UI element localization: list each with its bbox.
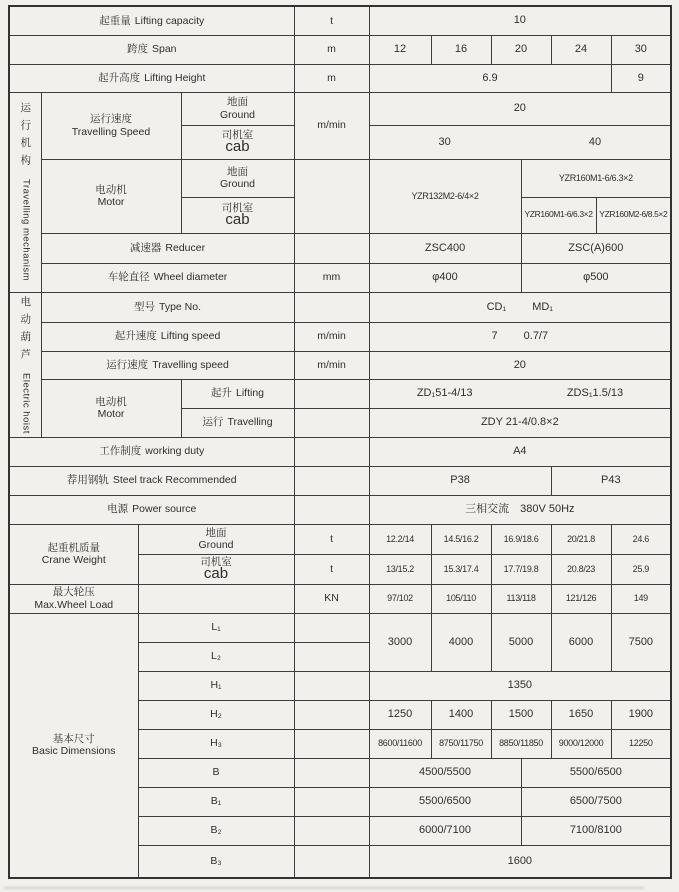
sublabel-H2 — [138, 700, 294, 729]
label-reducer — [41, 233, 294, 263]
value-text: YZR160M1-6/6.3×2 — [524, 209, 593, 220]
value-text: φ500 — [583, 271, 609, 284]
row-span — [9, 35, 671, 64]
value-L-24 — [551, 613, 611, 671]
value-H3-30 — [611, 729, 671, 758]
label-zh: 基本尺寸 — [52, 733, 95, 746]
value-text: 9000/12000 — [558, 738, 604, 749]
sublabel-H1 — [138, 671, 294, 700]
sublabel-B2 — [138, 816, 294, 845]
value-text: 5000 — [508, 635, 534, 648]
value-text: 3000 — [387, 635, 413, 648]
vertical-section-label — [10, 296, 41, 434]
value-text: ZSC(A)600 — [568, 241, 624, 254]
value-hoist-motor-lifting — [369, 379, 671, 408]
value-H3-20 — [491, 729, 551, 758]
value-cw-ground-12 — [369, 524, 431, 554]
label-en: Lifting speed — [160, 330, 221, 343]
label-zh: 电源 — [107, 503, 129, 516]
value-span-16 — [431, 35, 491, 64]
label-zh: 起升高度 — [98, 71, 141, 84]
value-text: 5500/6500 — [419, 795, 472, 808]
label-en: Travelling Speed — [71, 125, 151, 138]
value-mwl-16 — [431, 584, 491, 613]
unit-text: t — [330, 562, 333, 575]
label-en: Basic Dimensions — [32, 745, 116, 758]
unit-cell — [294, 642, 369, 671]
value-cw-cab-30 — [611, 554, 671, 584]
value-cw-cab-24 — [551, 554, 611, 584]
value-text: 12 — [393, 43, 407, 56]
unit-cell — [294, 408, 369, 437]
value-text: 5500/6500 — [569, 766, 622, 779]
label-zh: 工作制度 — [99, 445, 142, 458]
sublabel-ground — [138, 524, 294, 554]
value-L-16 — [431, 613, 491, 671]
label-zh: 地面 — [227, 96, 249, 109]
unit-cell — [294, 584, 369, 613]
value-cw-ground-16 — [431, 524, 491, 554]
label-zh: 荐用钢轨 — [66, 474, 109, 487]
label-en: Motor — [97, 408, 125, 420]
value-cw-ground-30 — [611, 524, 671, 554]
sublabel-lifting — [181, 379, 294, 408]
unit-cell — [294, 700, 369, 729]
sublabel-L1 — [138, 613, 294, 642]
label-en: Travelling speed — [152, 358, 229, 371]
split-values — [370, 136, 671, 149]
value-text: 8850/11850 — [499, 738, 543, 749]
value-B1-left — [369, 787, 521, 816]
sublabel-B3 — [138, 845, 294, 878]
value-travel-speed-cab — [369, 125, 671, 159]
value-steel-track-right — [551, 466, 671, 495]
unit-cell — [294, 466, 369, 495]
value-lifting-capacity — [369, 6, 671, 35]
value-text: 30 — [634, 43, 647, 56]
value-text: 1350 — [507, 679, 533, 692]
value-text: ZSC400 — [424, 241, 466, 254]
value-text: 10 — [513, 14, 526, 27]
label-span — [9, 35, 294, 64]
value-B1-right — [521, 787, 671, 816]
dim-symbol: B₁ — [210, 795, 222, 808]
label-zh: 司机室 — [221, 202, 254, 215]
unit-text: t — [330, 14, 333, 27]
unit-cell — [294, 816, 369, 845]
value-lifting-height-main — [369, 64, 611, 92]
value-reducer-left — [369, 233, 521, 263]
value-L-30 — [611, 613, 671, 671]
unit-cell — [294, 6, 369, 35]
row-steel-track — [9, 466, 671, 495]
value-text: 20 — [513, 102, 526, 115]
label-zh: 起升速度 — [114, 330, 157, 343]
value-text: 1500 — [508, 708, 534, 721]
label-en: Type No. — [159, 300, 202, 313]
label-en: Reducer — [165, 241, 206, 254]
label-zh: 车轮直径 — [107, 271, 150, 284]
value-text: 7500 — [628, 635, 654, 648]
label-en: working duty — [145, 445, 205, 458]
value-H2-30 — [611, 700, 671, 729]
empty-cell — [138, 584, 294, 613]
value-text: 1400 — [448, 708, 474, 721]
label-zh: 电动机 — [95, 183, 127, 196]
section-travelling-mechanism — [9, 92, 41, 292]
value-text: YZR160M1-6/6.3×2 — [558, 172, 633, 183]
section-electric-hoist — [9, 292, 41, 437]
value-H2-16 — [431, 700, 491, 729]
row-travel-speed-ground — [9, 92, 671, 125]
unit-cell — [294, 758, 369, 787]
label-lifting-capacity — [9, 6, 294, 35]
label-hoist-travel-speed — [41, 351, 294, 379]
label-crane-weight — [9, 524, 138, 584]
label-zh: 起重量 — [99, 14, 131, 27]
value-H2-24 — [551, 700, 611, 729]
value-B3 — [369, 845, 671, 878]
value-text: MD₁ — [532, 300, 554, 313]
unit-cell — [294, 64, 369, 92]
label-power-source — [9, 495, 294, 524]
value-text: 24 — [574, 43, 588, 56]
label-en: cab — [225, 211, 250, 229]
value-text: 14.5/16.2 — [443, 533, 479, 544]
value-text: 12.2/14 — [386, 533, 414, 544]
sublabel-L2 — [138, 642, 294, 671]
unit-text: m — [327, 43, 336, 56]
value-text: 105/110 — [446, 593, 476, 604]
label-zh: 最大轮压 — [52, 586, 95, 599]
value-L-20 — [491, 613, 551, 671]
label-wheel-diameter — [41, 263, 294, 292]
row-power-source — [9, 495, 671, 524]
value-text: 7100/8100 — [569, 824, 622, 837]
value-text: 4500/5500 — [419, 766, 472, 779]
label-zh: 运行速度 — [106, 358, 149, 371]
value-text: 20 — [513, 358, 526, 371]
label-zh: 电动机 — [95, 395, 127, 408]
dim-symbol: H₂ — [210, 708, 222, 721]
unit-cell — [294, 437, 369, 466]
unit-cell — [294, 495, 369, 524]
value-text: P38 — [450, 474, 470, 487]
value-text: 20/21.8 — [567, 533, 595, 544]
label-en: Lifting Height — [144, 71, 206, 84]
value-mwl-30 — [611, 584, 671, 613]
label-zh: 型号 — [134, 300, 155, 313]
row-lifting-height — [9, 64, 671, 92]
row-dim-L1 — [9, 613, 671, 642]
label-en: Motor — [97, 196, 125, 208]
value-text: φ400 — [432, 271, 458, 284]
value-text: YZR160M2-6/8.5×2 — [599, 209, 668, 220]
label-en: Crane Weight — [41, 554, 106, 566]
value-text: 0.7/7 — [523, 330, 549, 343]
row-working-duty — [9, 437, 671, 466]
label-zh: 起重机质量 — [47, 541, 100, 554]
unit-text: m/min — [317, 358, 346, 371]
sublabel-ground — [181, 159, 294, 197]
value-hoist-lifting-speed — [369, 322, 671, 351]
value-wheel-diameter-left — [369, 263, 521, 292]
label-en: Ground — [220, 108, 256, 121]
sublabel-B1 — [138, 787, 294, 816]
row-max-wheel-load — [9, 584, 671, 613]
row-motor-ground — [9, 159, 671, 197]
value-working-duty — [369, 437, 671, 466]
value-text: 97/102 — [387, 593, 413, 604]
value-H3-16 — [431, 729, 491, 758]
value-text: P43 — [601, 474, 621, 487]
value-text: 三相交流 380V 50Hz — [465, 503, 575, 516]
label-steel-track — [9, 466, 294, 495]
section-en: Travelling mechanism — [20, 179, 32, 282]
label-en: Ground — [198, 539, 234, 551]
value-text: 20.8/23 — [567, 563, 595, 574]
label-type-no — [41, 292, 294, 322]
value-type-no — [369, 292, 671, 322]
unit-cell — [294, 845, 369, 878]
value-text: 1900 — [628, 708, 654, 721]
value-text: 6500/7500 — [569, 795, 622, 808]
value-span-12 — [369, 35, 431, 64]
unit-text: m/min — [317, 119, 346, 132]
value-text: 13/15.2 — [386, 563, 414, 574]
value-L-12 — [369, 613, 431, 671]
sublabel-cab — [181, 125, 294, 159]
label-motor — [41, 159, 181, 233]
unit-cell — [294, 292, 369, 322]
value-span-20 — [491, 35, 551, 64]
unit-cell — [294, 35, 369, 64]
value-text: 24.6 — [632, 533, 649, 544]
label-lifting-height — [9, 64, 294, 92]
label-zh: 跨度 — [127, 43, 148, 56]
value-motor-right-ground — [521, 159, 671, 197]
value-B-right — [521, 758, 671, 787]
value-mwl-12 — [369, 584, 431, 613]
row-lifting-capacity — [9, 6, 671, 35]
value-cw-cab-16 — [431, 554, 491, 584]
dim-symbol: L₂ — [211, 650, 221, 663]
unit-cell — [294, 322, 369, 351]
label-zh: 运行速度 — [90, 113, 132, 126]
value-text: 16.9/18.6 — [503, 533, 539, 544]
label-en: Ground — [220, 178, 256, 190]
sublabel-H3 — [138, 729, 294, 758]
value-H3-12 — [369, 729, 431, 758]
value-lifting-height-30 — [611, 64, 671, 92]
value-text: 121/126 — [565, 593, 597, 604]
unit-cell — [294, 613, 369, 642]
dim-symbol: B₂ — [210, 824, 222, 837]
unit-cell — [294, 554, 369, 584]
value-motor-cab-left — [521, 197, 596, 233]
value-cw-ground-24 — [551, 524, 611, 554]
value-text: 9 — [637, 71, 644, 84]
dim-symbol: L₁ — [211, 621, 221, 634]
unit-cell — [294, 671, 369, 700]
row-wheel-diameter — [9, 263, 671, 292]
unit-cell — [294, 233, 369, 263]
crane-spec-table — [8, 5, 672, 879]
row-hoist-lifting-speed — [9, 322, 671, 351]
value-steel-track-left — [369, 466, 551, 495]
value-text: ZDS₁1.5/13 — [566, 387, 624, 400]
label-hoist-lifting-speed — [41, 322, 294, 351]
value-text: 113/118 — [506, 593, 536, 604]
sublabel-cab — [138, 554, 294, 584]
value-text: 6000 — [568, 635, 594, 648]
value-text: 1250 — [387, 708, 413, 721]
value-travel-speed-ground — [369, 92, 671, 125]
sublabel-B — [138, 758, 294, 787]
label-working-duty — [9, 437, 294, 466]
unit-cell — [294, 787, 369, 816]
value-text: 6000/7100 — [419, 824, 472, 837]
scan-artifact — [4, 887, 644, 889]
row-hoist-type — [9, 292, 671, 322]
label-en: Power source — [132, 503, 197, 516]
value-reducer-right — [521, 233, 671, 263]
label-basic-dimensions — [9, 613, 138, 878]
value-text: 6.9 — [482, 71, 498, 84]
label-travelling-speed — [41, 92, 181, 159]
value-text: 8600/11600 — [378, 738, 422, 749]
unit-cell — [294, 379, 369, 408]
value-text: 30 — [438, 135, 451, 148]
value-H2-20 — [491, 700, 551, 729]
label-zh: 司机室 — [200, 556, 232, 569]
section-zh: 电动葫芦 — [19, 295, 32, 366]
unit-cell — [294, 92, 369, 159]
value-text: 17.7/19.8 — [503, 563, 539, 574]
value-hoist-travel-speed — [369, 351, 671, 379]
unit-cell — [294, 524, 369, 554]
unit-text: m — [327, 71, 336, 84]
label-max-wheel-load — [9, 584, 138, 613]
value-B2-right — [521, 816, 671, 845]
row-reducer — [9, 233, 671, 263]
value-H2-12 — [369, 700, 431, 729]
label-en: Steel track Recommended — [112, 474, 237, 487]
value-B-left — [369, 758, 521, 787]
sublabel-ground — [181, 92, 294, 125]
label-en: cab — [225, 138, 250, 156]
label-en: Wheel diameter — [153, 271, 228, 284]
label-zh: 起升 — [211, 387, 232, 400]
label-en: Max.Wheel Load — [34, 598, 114, 611]
row-crane-weight-ground — [9, 524, 671, 554]
value-cw-cab-12 — [369, 554, 431, 584]
unit-text: KN — [324, 592, 339, 605]
value-text: 149 — [633, 593, 648, 604]
value-text: YZR132M2-6/4×2 — [411, 190, 479, 201]
label-zh: 司机室 — [221, 129, 254, 142]
value-cw-cab-20 — [491, 554, 551, 584]
value-text: 12250 — [629, 738, 653, 749]
unit-text: mm — [322, 271, 341, 284]
value-B2-left — [369, 816, 521, 845]
value-text: ZD₁51-4/13 — [416, 387, 473, 400]
dim-symbol: B₃ — [210, 855, 222, 868]
value-text: 1650 — [568, 708, 594, 721]
label-hoist-motor — [41, 379, 181, 437]
unit-text: m/min — [317, 330, 346, 343]
label-zh: 减速器 — [129, 241, 162, 254]
sublabel-cab — [181, 197, 294, 233]
section-zh: 运行机构 — [19, 102, 32, 173]
value-text: 20 — [514, 43, 528, 56]
unit-cell — [294, 159, 369, 233]
value-text: A4 — [513, 445, 527, 458]
split-values — [370, 387, 671, 400]
value-text: 7 — [491, 330, 498, 343]
value-hoist-motor-travelling — [369, 408, 671, 437]
label-en: Travelling — [227, 416, 273, 429]
unit-text: t — [330, 532, 333, 545]
unit-cell — [294, 351, 369, 379]
value-text: 25.9 — [632, 563, 649, 574]
pair-values — [370, 330, 671, 343]
value-mwl-20 — [491, 584, 551, 613]
value-text: 4000 — [448, 635, 474, 648]
value-text: 15.3/17.4 — [443, 563, 479, 574]
value-H3-24 — [551, 729, 611, 758]
dim-symbol: H₃ — [210, 737, 222, 750]
value-mwl-24 — [551, 584, 611, 613]
label-en: Lifting — [236, 387, 265, 400]
pair-values — [370, 301, 671, 314]
label-en: Lifting capacity — [134, 14, 205, 27]
value-H1 — [369, 671, 671, 700]
row-hoist-travel-speed — [9, 351, 671, 379]
row-hoist-motor-lifting — [9, 379, 671, 408]
value-text: 16 — [454, 43, 468, 56]
value-text: 1600 — [507, 854, 533, 867]
value-text: 40 — [588, 135, 602, 148]
dim-symbol: H₁ — [210, 679, 222, 692]
sublabel-travelling — [181, 408, 294, 437]
value-text: 8750/11750 — [439, 738, 483, 749]
value-motor-left — [369, 159, 521, 233]
value-cw-ground-20 — [491, 524, 551, 554]
unit-cell — [294, 729, 369, 758]
label-en: cab — [203, 565, 229, 583]
value-text: ZDY 21-4/0.8×2 — [480, 416, 559, 429]
unit-cell — [294, 263, 369, 292]
label-en: Span — [152, 43, 177, 56]
value-wheel-diameter-right — [521, 263, 671, 292]
value-motor-cab-right — [596, 197, 671, 233]
label-zh: 地面 — [205, 526, 227, 539]
dim-symbol: B — [212, 766, 220, 779]
vertical-section-label — [10, 102, 41, 281]
label-zh: 运行 — [202, 416, 224, 429]
label-zh: 地面 — [227, 165, 249, 178]
value-text: CD₁ — [486, 300, 507, 313]
section-en: Electric hoist — [20, 372, 32, 434]
value-power-source — [369, 495, 671, 524]
value-span-30 — [611, 35, 671, 64]
value-span-24 — [551, 35, 611, 64]
